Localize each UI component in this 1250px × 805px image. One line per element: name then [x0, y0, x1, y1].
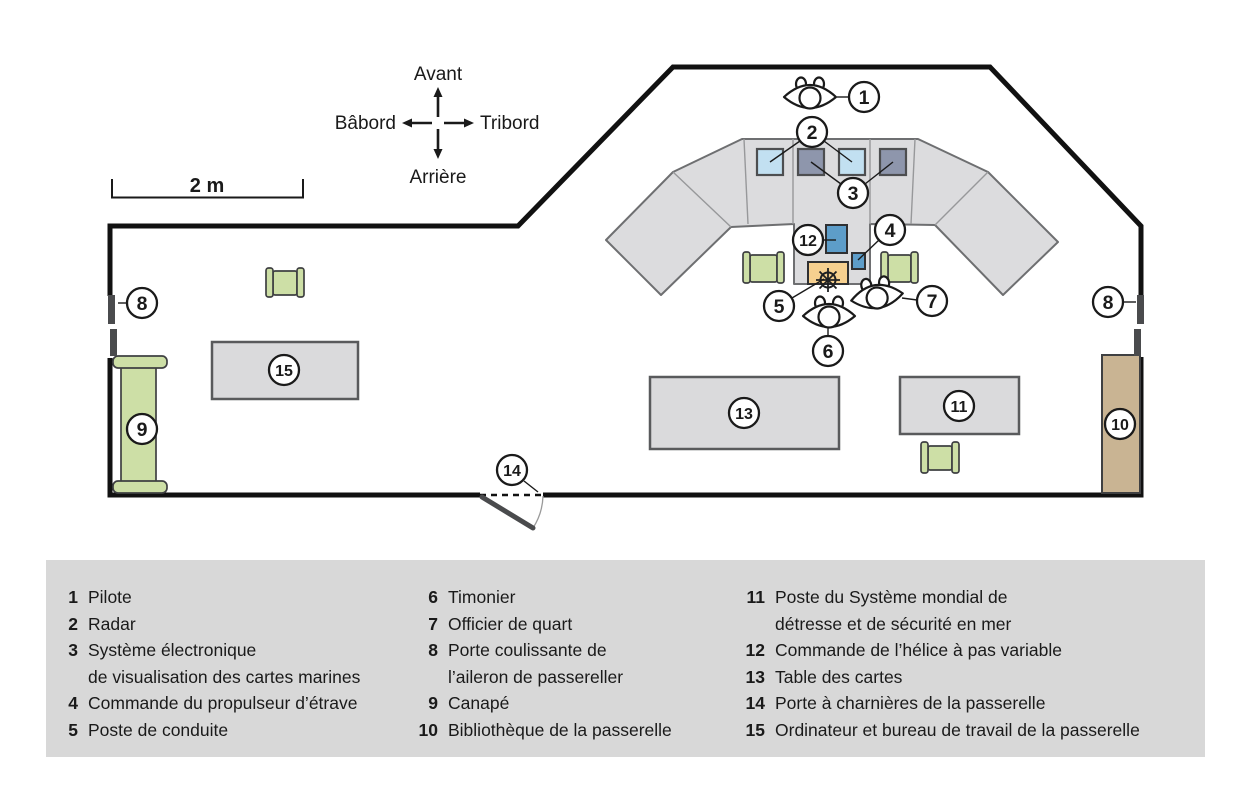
- marker-number: 2: [806, 122, 818, 145]
- legend-item-14: [739, 690, 1140, 717]
- legend-item-label: Commande de l’hélice à pas variable: [775, 640, 1062, 661]
- cpp-control-unit: [826, 225, 847, 253]
- legend-item-label: Officier de quart: [448, 613, 573, 634]
- marker-number: 14: [503, 462, 521, 480]
- legend-item-number: 2: [68, 613, 78, 634]
- legend-item-number: 15: [745, 719, 765, 740]
- legend-item-label: Timonier: [448, 587, 516, 607]
- legend-item-label: Table des cartes: [775, 666, 903, 687]
- marker-sofa: [127, 414, 157, 444]
- marker-number: 4: [884, 220, 896, 243]
- legend-item-label: Bibliothèque de la passerelle: [448, 719, 672, 740]
- legend-column-3: [739, 584, 1140, 744]
- marker-number: 10: [1111, 416, 1129, 434]
- legend-item-number: 8: [428, 640, 438, 661]
- legend-panel: [46, 560, 1205, 757]
- hinged-door: [480, 495, 543, 528]
- marker-bow-thruster-control: [875, 215, 905, 245]
- legend-item-2: [52, 611, 360, 638]
- marker-number: 11: [950, 398, 968, 416]
- marker-officer-of-watch: [917, 286, 947, 316]
- legend-item-label: Canapé: [448, 693, 510, 714]
- compass-label-forward: Avant: [413, 64, 463, 85]
- legend-item-label: Porte à charnières de la passerelle: [775, 693, 1046, 714]
- legend-item-number: 1: [68, 587, 78, 607]
- legend-item-number: 4: [68, 693, 78, 714]
- marker-gmdss-station: [944, 391, 974, 421]
- marker-computer-desk: [269, 355, 299, 385]
- chair-gmdss: [921, 442, 959, 473]
- marker-number: 1: [858, 87, 870, 110]
- chair-console-port: [743, 252, 784, 283]
- legend-column-1: [52, 584, 360, 744]
- marker-ecdis: [838, 178, 868, 208]
- marker-pilot: [849, 82, 879, 112]
- legend-item-number: 14: [745, 693, 765, 714]
- legend-item-label: Pilote: [88, 587, 132, 607]
- compass-label-aft: Arrière: [409, 167, 467, 188]
- ship-wheel-icon: [816, 268, 840, 292]
- person-pilot: [784, 78, 836, 109]
- legend-item-label: Commande du propulseur d’étrave: [88, 693, 358, 714]
- arrow-down-icon: [434, 149, 443, 159]
- legend-item-7: [412, 611, 672, 638]
- marker-number: 8: [136, 293, 148, 316]
- legend-item-10: [412, 717, 672, 744]
- legend-item-label: Poste du Système mondial de détresse et de sécurité en mer: [775, 587, 1012, 634]
- marker-port-sliding-door: [127, 288, 157, 318]
- marker-number: 9: [136, 419, 148, 442]
- scale-label: 2 m: [189, 175, 225, 197]
- marker-number: 8: [1102, 292, 1114, 315]
- marker-bridge-library: [1105, 409, 1135, 439]
- wall-bottom-right: [543, 357, 1141, 495]
- marker-number: 13: [735, 405, 753, 423]
- legend-item-number: 10: [418, 719, 438, 740]
- legend-item-11: [739, 584, 1140, 637]
- legend-item-1: [52, 584, 360, 611]
- legend-item-15: [739, 717, 1140, 744]
- legend-item-number: 3: [68, 640, 78, 661]
- legend-item-number: 6: [428, 587, 438, 607]
- chair-desk: [266, 268, 304, 297]
- compass-label-starboard: Tribord: [480, 113, 540, 134]
- legend-item-label: Radar: [88, 613, 136, 634]
- legend-item-number: 9: [428, 693, 438, 714]
- legend-item-number: 7: [428, 613, 438, 634]
- person-helmsman: [803, 297, 855, 328]
- starboard-sliding-door: [1134, 295, 1144, 356]
- legend-item-13: [739, 664, 1140, 691]
- port-sliding-door: [108, 295, 117, 356]
- legend-item-number: 13: [745, 666, 765, 687]
- legend-item-label: Poste de conduite: [88, 719, 229, 740]
- legend-item-number: 12: [745, 640, 765, 661]
- compass-rose: [335, 64, 540, 188]
- compass-label-port: Bâbord: [334, 113, 396, 134]
- legend-item-4: [52, 690, 360, 717]
- legend-item-12: [739, 637, 1140, 664]
- marker-number: 5: [773, 296, 785, 319]
- marker-hinged-door: [497, 455, 527, 485]
- legend-item-number: 11: [746, 587, 765, 607]
- marker-cpp-control: [793, 225, 823, 255]
- marker-number: 12: [799, 232, 817, 250]
- scale-bar: [112, 175, 303, 198]
- marker-helm-station: [764, 291, 794, 321]
- bridge-console: [606, 139, 1058, 295]
- legend-item-5: [52, 717, 360, 744]
- arrow-up-icon: [434, 87, 443, 97]
- legend-item-number: 5: [68, 719, 78, 740]
- marker-chart-table: [729, 398, 759, 428]
- arrow-left-icon: [402, 119, 412, 128]
- legend-column-2: [412, 584, 672, 744]
- marker-radar: [797, 117, 827, 147]
- marker-starboard-sliding-door: [1093, 287, 1123, 317]
- marker-number: 6: [822, 341, 834, 364]
- legend-item-8: [412, 637, 672, 690]
- marker-number: 7: [926, 291, 938, 314]
- marker-number: 3: [847, 183, 859, 206]
- legend-item-6: [412, 584, 672, 611]
- arrow-right-icon: [464, 119, 474, 128]
- legend-item-3: [52, 637, 360, 690]
- legend-item-label: Porte coulissante de l’aileron de passereller: [448, 640, 624, 687]
- legend-item-9: [412, 690, 672, 717]
- legend-item-label: Système électronique de visualisation des cartes marines: [88, 640, 361, 687]
- legend-item-label: Ordinateur et bureau de travail de la passerelle: [775, 719, 1140, 740]
- marker-number: 15: [275, 362, 293, 380]
- marker-helmsman: [813, 336, 843, 366]
